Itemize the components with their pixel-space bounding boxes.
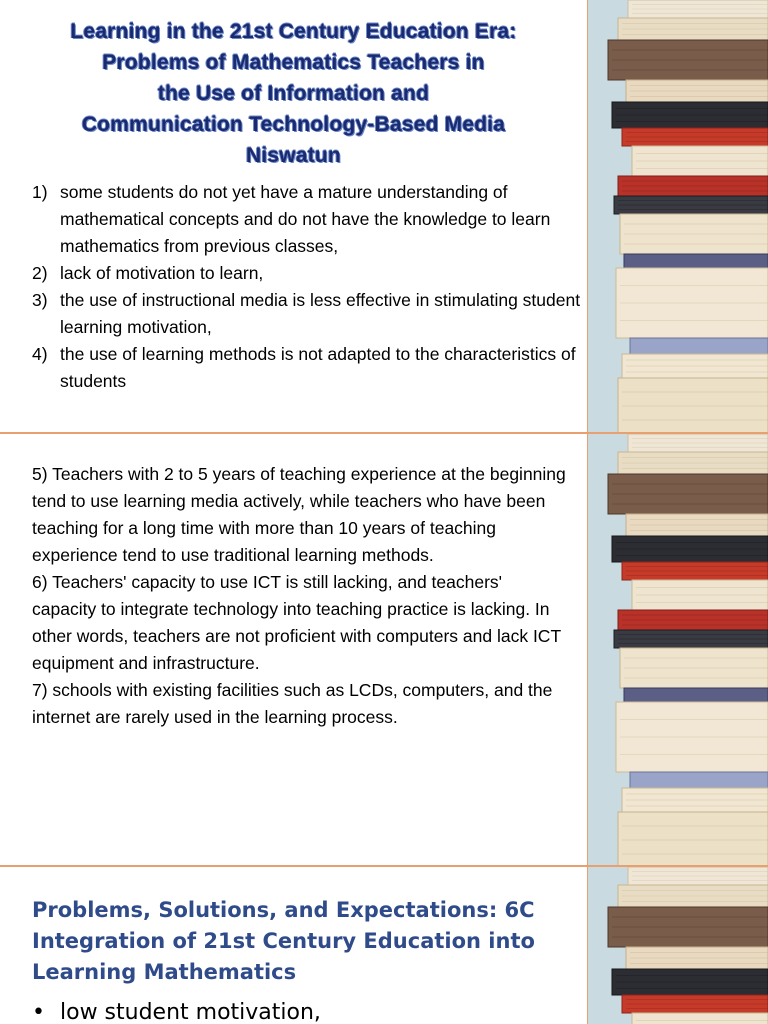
list-item [32, 341, 587, 395]
title-line: Learning in the 21st Century Education Era: [70, 20, 517, 43]
list-item [32, 260, 587, 287]
list-item [32, 998, 587, 1024]
paragraph-item: 7) schools with existing facilities such as LCDs, computers, and the internet are rarely used in the learning process. [32, 680, 553, 727]
item-text: some students do not yet have a mature understanding of mathematical concepts and do not have the knowledge to learn mathematics from previous classes, [60, 182, 551, 256]
item-number: 4) [32, 344, 48, 364]
book-spine [632, 1013, 768, 1024]
slide-2 [0, 434, 768, 867]
author-name: Niswatun [246, 144, 341, 167]
book-spine [630, 338, 768, 354]
item-number: 2) [32, 263, 48, 283]
title-line: Communication Technology-Based Media [81, 113, 506, 136]
slide-3-heading: Problems, Solutions, and Expectations: 6C Integration of 21st Century Education into Learning Mathematics [32, 898, 535, 984]
book-stack-image [588, 0, 768, 432]
slide-2-content [0, 434, 588, 865]
book-stack-image [588, 434, 768, 865]
paragraph-5-6-7 [0, 434, 587, 731]
item-text: the use of learning methods is not adapted to the characteristics of students [60, 344, 576, 391]
bullet-icon: • [32, 1000, 45, 1024]
book-stack-drawing [588, 434, 768, 865]
book-spine [630, 772, 768, 788]
paragraph-item: 6) Teachers' capacity to use ICT is still lacking, and teachers' capacity to integrate technology into teaching practice is lacking. In other words, teachers are not proficient with computers and lack ICT equipment and infrastructure. [32, 572, 561, 673]
bullet-text: low student motivation, [60, 1000, 321, 1024]
book-stack-drawing [588, 0, 768, 432]
title-line: Problems of Mathematics Teachers in [102, 51, 485, 74]
book-spine [618, 378, 768, 432]
title-line: the Use of Information and [157, 82, 430, 105]
slide-1 [0, 0, 768, 434]
book-spine [624, 688, 768, 702]
slide-3 [0, 867, 768, 1024]
item-text: lack of motivation to learn, [60, 263, 264, 283]
bullet-list [0, 998, 587, 1024]
slide-1-title [0, 0, 587, 171]
problem-list [0, 179, 587, 395]
list-item [32, 287, 587, 341]
slide-3-content [0, 867, 588, 1024]
book-spine [618, 812, 768, 865]
list-item [32, 179, 587, 260]
book-stack-drawing [588, 867, 768, 1024]
item-number: 3) [32, 290, 48, 310]
item-number: 1) [32, 182, 48, 202]
book-spine [624, 254, 768, 268]
paragraph-item: 5) Teachers with 2 to 5 years of teaching experience at the beginning tend to use learning media actively, while teachers who have been teaching for a long time with more than 10 years of teaching experience tend to use traditional learning methods. [32, 464, 566, 565]
item-text: the use of instructional media is less effective in stimulating student learning motivation, [60, 290, 581, 337]
book-stack-image [588, 867, 768, 1024]
slide-1-content [0, 0, 588, 432]
